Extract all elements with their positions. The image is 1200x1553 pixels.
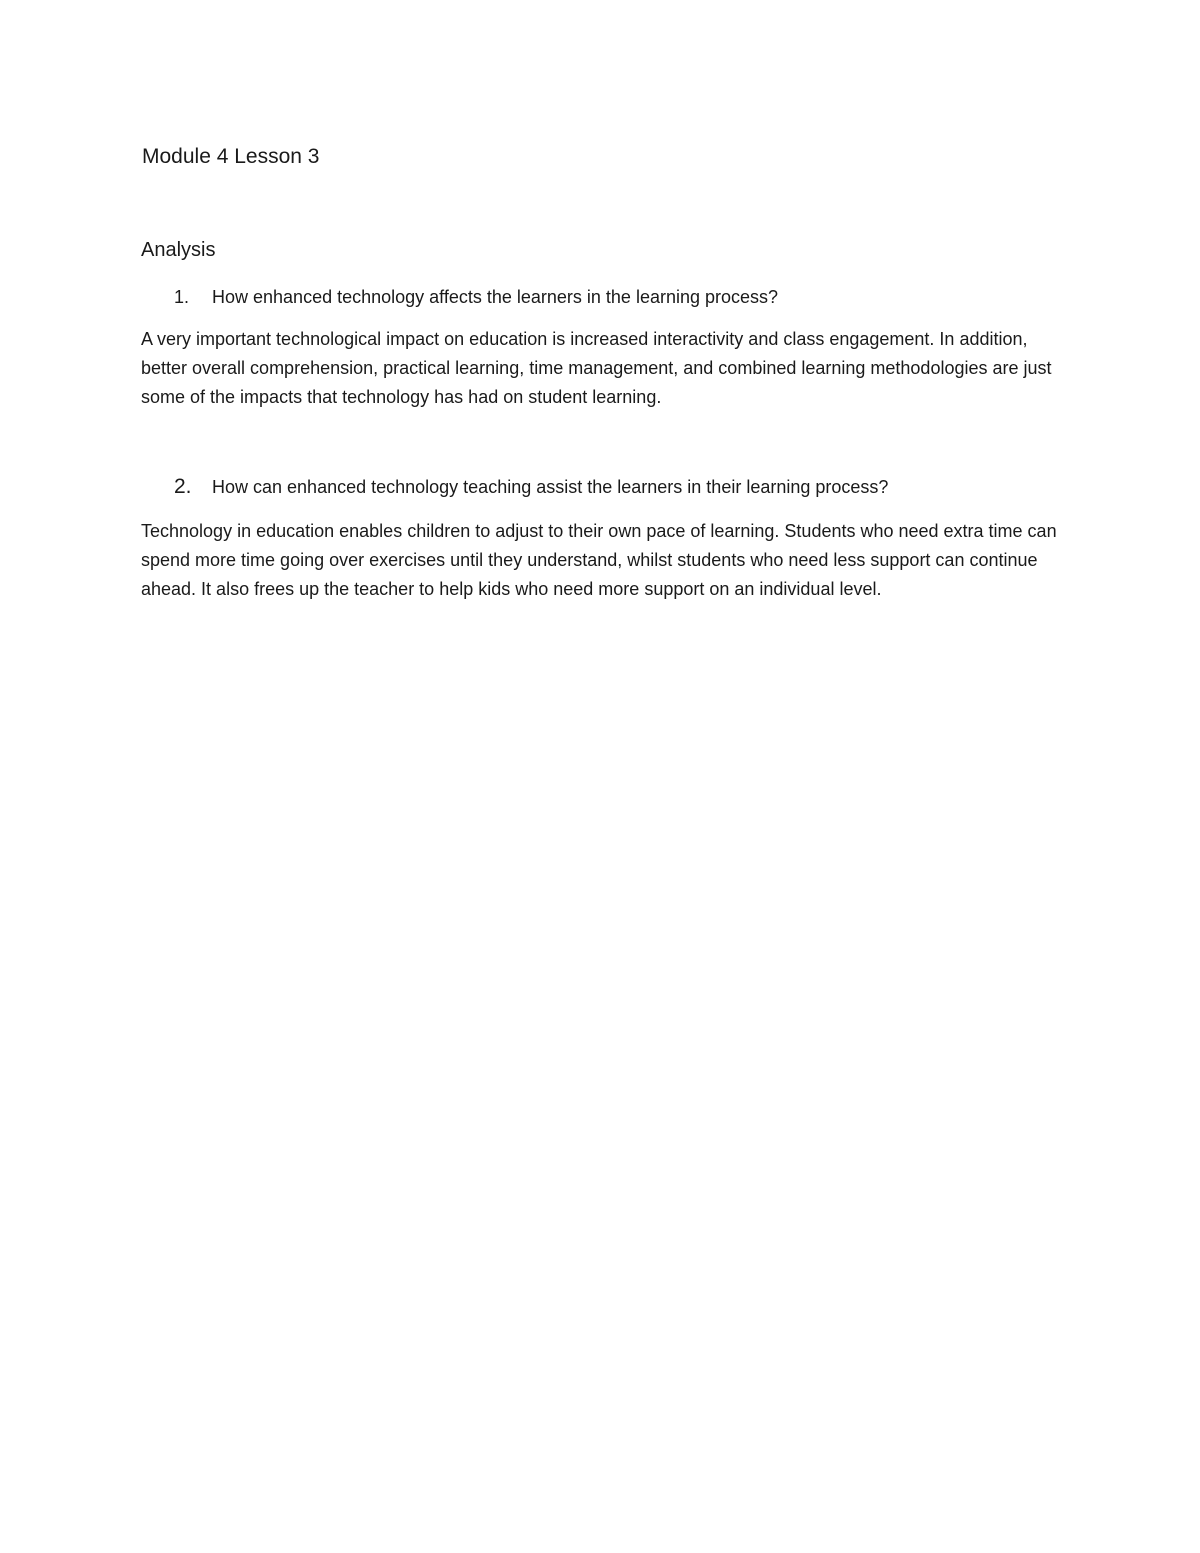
question-1-number: 1.	[174, 287, 190, 307]
question-2-text: How can enhanced technology teaching assist the learners in their learning process?	[212, 477, 889, 497]
question-2	[0, 473, 1200, 501]
question-2-number: 2.	[174, 475, 192, 498]
section-heading: Analysis	[141, 239, 216, 261]
question-1-text: How enhanced technology affects the learners in the learning process?	[212, 287, 779, 307]
answer-2: Technology in education enables children to adjust to their own pace of learning. Students who need extra time can spend more time going over exercises until they understand, whilst students who need less support can continue ahead. It also frees up the teacher to help kids who need more support on an individual level.	[141, 521, 1057, 599]
question-1	[0, 283, 1200, 311]
answer-1: A very important technological impact on education is increased interactivity and class engagement. In addition, better overall comprehension, practical learning, time management, and combined learning methodologies are just some of the impacts that technology has had on student learning.	[141, 329, 1052, 407]
document-title: Module 4 Lesson 3	[142, 145, 320, 168]
